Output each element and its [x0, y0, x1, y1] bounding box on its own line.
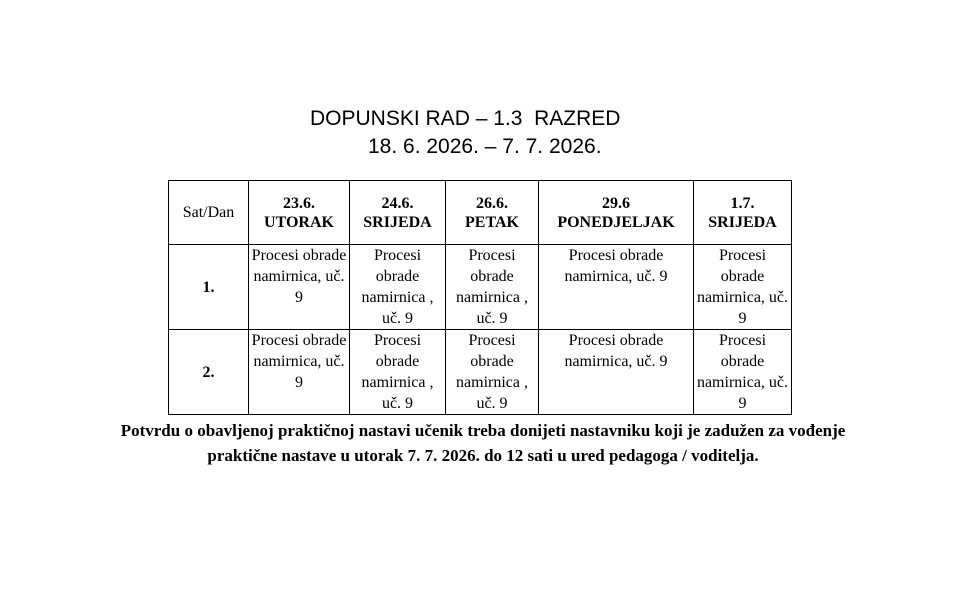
table-cell: Procesi obrade namirnica , uč. 9 [350, 330, 446, 415]
column-header: 26.6. PETAK [446, 181, 539, 245]
table-header-row [169, 181, 792, 245]
footer-note: Potvrdu o obavljenoj praktičnoj nastavi učenik treba donijeti nastavniku koji je zadužen za vođenje praktične nastave u utorak 7. 7. 2026. do 12 sati u ured pedagoga / voditelja. [120, 421, 846, 465]
table-cell: Procesi obrade namirnica , uč. 9 [446, 330, 539, 415]
table-cell: Procesi obrade namirnica , uč. 9 [446, 245, 539, 330]
table-row [169, 330, 792, 415]
column-header: 1.7. SRIJEDA [694, 181, 792, 245]
table-cell: Procesi obrade namirnica, uč. 9 [249, 245, 350, 330]
column-header: 23.6. UTORAK [249, 181, 350, 245]
table-cell: Procesi obrade namirnica, uč. 9 [694, 245, 792, 330]
table-cell: Procesi obrade namirnica, uč. 9 [539, 245, 694, 330]
corner-header: Sat/Dan [169, 181, 249, 245]
page-title: DOPUNSKI RAD – 1.3 RAZRED [310, 107, 621, 130]
table-cell: Procesi obrade namirnica , uč. 9 [350, 245, 446, 330]
schedule-table [168, 180, 792, 415]
table-cell: Procesi obrade namirnica, uč. 9 [539, 330, 694, 415]
column-header: 24.6. SRIJEDA [350, 181, 446, 245]
table-cell: Procesi obrade namirnica, uč. 9 [694, 330, 792, 415]
row-label: 1. [169, 245, 249, 330]
row-label: 2. [169, 330, 249, 415]
date-range: 18. 6. 2026. – 7. 7. 2026. [368, 135, 602, 158]
table-cell: Procesi obrade namirnica, uč. 9 [249, 330, 350, 415]
table-row [169, 245, 792, 330]
column-header: 29.6 PONEDJELJAK [539, 181, 694, 245]
